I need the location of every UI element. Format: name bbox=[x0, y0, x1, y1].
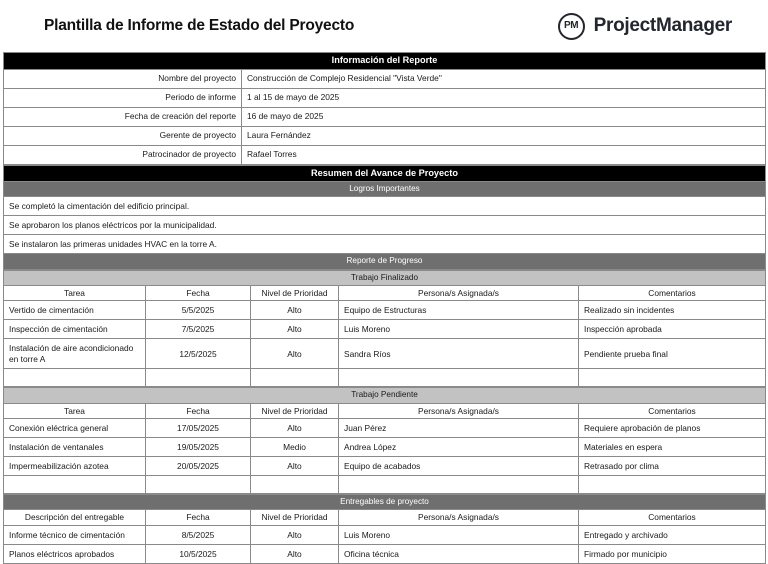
report-info-banner-row bbox=[4, 53, 766, 70]
field-label: Periodo de informe bbox=[4, 88, 242, 107]
progress-banner-row bbox=[4, 254, 766, 269]
deliverables-banner: Entregables de proyecto bbox=[4, 495, 766, 510]
cell-priority[interactable] bbox=[251, 369, 339, 387]
cell-date[interactable]: 12/5/2025 bbox=[146, 339, 251, 369]
list-item bbox=[4, 197, 766, 216]
field-label: Patrocinador de proyecto bbox=[4, 145, 242, 164]
cell-priority[interactable]: Alto bbox=[251, 457, 339, 476]
field-value[interactable]: 16 de mayo de 2025 bbox=[242, 107, 766, 126]
table-row bbox=[4, 525, 766, 544]
table-header-row bbox=[4, 510, 766, 526]
cell-task[interactable]: Vertido de cimentación bbox=[4, 301, 146, 320]
projectmanager-logo bbox=[558, 13, 732, 40]
list-item bbox=[4, 235, 766, 254]
completed-work-banner-row bbox=[4, 270, 766, 285]
cell-priority[interactable]: Medio bbox=[251, 438, 339, 457]
column-header-deliverable: Descripción del entregable bbox=[4, 510, 146, 526]
field-label: Nombre del proyecto bbox=[4, 69, 242, 88]
cell-date[interactable] bbox=[146, 369, 251, 387]
table-row bbox=[4, 69, 766, 88]
cell-comments[interactable]: Retrasado por clima bbox=[579, 457, 766, 476]
cell-priority[interactable] bbox=[251, 476, 339, 494]
progress-summary-table bbox=[3, 165, 766, 270]
cell-task[interactable] bbox=[4, 476, 146, 494]
table-row bbox=[4, 544, 766, 563]
cell-comments[interactable]: Inspección aprobada bbox=[579, 320, 766, 339]
pm-circle-icon bbox=[558, 13, 585, 40]
column-header-priority: Nivel de Prioridad bbox=[251, 285, 339, 301]
column-header-priority: Nivel de Prioridad bbox=[251, 403, 339, 419]
cell-assigned[interactable]: Oficina técnica bbox=[339, 544, 579, 563]
report-info-table bbox=[3, 52, 766, 165]
cell-task[interactable]: Instalación de aire acondicionado en torre A bbox=[4, 339, 146, 369]
column-header-task: Tarea bbox=[4, 285, 146, 301]
cell-deliverable[interactable]: Informe técnico de cimentación bbox=[4, 525, 146, 544]
table-row bbox=[4, 301, 766, 320]
cell-assigned[interactable]: Luis Moreno bbox=[339, 320, 579, 339]
cell-priority[interactable]: Alto bbox=[251, 339, 339, 369]
achievements-banner-row bbox=[4, 182, 766, 197]
table-row bbox=[4, 145, 766, 164]
report-info-banner: Información del Reporte bbox=[4, 53, 766, 70]
cell-priority[interactable]: Alto bbox=[251, 320, 339, 339]
achievements-banner: Logros Importantes bbox=[4, 182, 766, 197]
cell-assigned[interactable]: Sandra Ríos bbox=[339, 339, 579, 369]
cell-assigned[interactable]: Andrea López bbox=[339, 438, 579, 457]
cell-priority[interactable]: Alto bbox=[251, 301, 339, 320]
table-row bbox=[4, 419, 766, 438]
field-value[interactable]: 1 al 15 de mayo de 2025 bbox=[242, 88, 766, 107]
cell-date[interactable] bbox=[146, 476, 251, 494]
achievement-text[interactable]: Se instalaron las primeras unidades HVAC en la torre A. bbox=[4, 235, 766, 254]
cell-date[interactable]: 5/5/2025 bbox=[146, 301, 251, 320]
column-header-assigned: Persona/s Asignada/s bbox=[339, 403, 579, 419]
column-header-task: Tarea bbox=[4, 403, 146, 419]
column-header-date: Fecha bbox=[146, 403, 251, 419]
table-header-row bbox=[4, 403, 766, 419]
field-label: Gerente de proyecto bbox=[4, 126, 242, 145]
deliverables-banner-row bbox=[4, 495, 766, 510]
cell-assigned[interactable] bbox=[339, 476, 579, 494]
list-item bbox=[4, 216, 766, 235]
cell-comments[interactable]: Pendiente prueba final bbox=[579, 339, 766, 369]
cell-task[interactable]: Inspección de cimentación bbox=[4, 320, 146, 339]
cell-date[interactable]: 10/5/2025 bbox=[146, 544, 251, 563]
cell-date[interactable]: 19/05/2025 bbox=[146, 438, 251, 457]
page-header bbox=[0, 0, 768, 52]
cell-priority[interactable]: Alto bbox=[251, 419, 339, 438]
field-value[interactable]: Construcción de Complejo Residencial "Vista Verde" bbox=[242, 69, 766, 88]
column-header-assigned: Persona/s Asignada/s bbox=[339, 285, 579, 301]
cell-task[interactable]: Conexión eléctrica general bbox=[4, 419, 146, 438]
cell-comments[interactable] bbox=[579, 369, 766, 387]
achievement-text[interactable]: Se completó la cimentación del edificio principal. bbox=[4, 197, 766, 216]
summary-banner-row bbox=[4, 165, 766, 182]
cell-comments[interactable] bbox=[579, 476, 766, 494]
column-header-comments: Comentarios bbox=[579, 510, 766, 526]
column-header-assigned: Persona/s Asignada/s bbox=[339, 510, 579, 526]
deliverables-table bbox=[3, 494, 766, 564]
table-row bbox=[4, 88, 766, 107]
cell-date[interactable]: 20/05/2025 bbox=[146, 457, 251, 476]
table-header-row bbox=[4, 285, 766, 301]
cell-priority[interactable]: Alto bbox=[251, 544, 339, 563]
pm-monogram: PM bbox=[564, 20, 579, 31]
table-row bbox=[4, 438, 766, 457]
cell-comments[interactable]: Materiales en espera bbox=[579, 438, 766, 457]
field-value[interactable]: Rafael Torres bbox=[242, 145, 766, 164]
pending-work-banner: Trabajo Pendiente bbox=[4, 388, 766, 403]
table-row-empty bbox=[4, 369, 766, 387]
cell-date[interactable]: 8/5/2025 bbox=[146, 525, 251, 544]
table-row bbox=[4, 339, 766, 369]
cell-assigned[interactable]: Equipo de acabados bbox=[339, 457, 579, 476]
cell-assigned[interactable]: Juan Pérez bbox=[339, 419, 579, 438]
cell-comments[interactable]: Realizado sin incidentes bbox=[579, 301, 766, 320]
cell-task[interactable] bbox=[4, 369, 146, 387]
table-row-empty bbox=[4, 476, 766, 494]
pending-work-banner-row bbox=[4, 388, 766, 403]
cell-task[interactable]: Instalación de ventanales bbox=[4, 438, 146, 457]
table-row bbox=[4, 126, 766, 145]
table-row bbox=[4, 457, 766, 476]
column-header-comments: Comentarios bbox=[579, 403, 766, 419]
column-header-date: Fecha bbox=[146, 285, 251, 301]
summary-banner: Resumen del Avance de Proyecto bbox=[4, 165, 766, 182]
table-row bbox=[4, 320, 766, 339]
progress-banner: Reporte de Progreso bbox=[4, 254, 766, 269]
cell-priority[interactable]: Alto bbox=[251, 525, 339, 544]
achievement-text[interactable]: Se aprobaron los planos eléctricos por la municipalidad. bbox=[4, 216, 766, 235]
cell-comments[interactable]: Requiere aprobación de planos bbox=[579, 419, 766, 438]
table-row bbox=[4, 107, 766, 126]
cell-task[interactable]: Impermeabilización azotea bbox=[4, 457, 146, 476]
cell-date[interactable]: 7/5/2025 bbox=[146, 320, 251, 339]
column-header-date: Fecha bbox=[146, 510, 251, 526]
cell-assigned[interactable]: Luis Moreno bbox=[339, 525, 579, 544]
cell-comments[interactable]: Firmado por municipio bbox=[579, 544, 766, 563]
completed-work-table bbox=[3, 270, 766, 388]
cell-comments[interactable]: Entregado y archivado bbox=[579, 525, 766, 544]
cell-date[interactable]: 17/05/2025 bbox=[146, 419, 251, 438]
field-label: Fecha de creación del reporte bbox=[4, 107, 242, 126]
cell-assigned[interactable]: Equipo de Estructuras bbox=[339, 301, 579, 320]
completed-work-banner: Trabajo Finalizado bbox=[4, 270, 766, 285]
pending-work-table bbox=[3, 387, 766, 494]
brand-name: ProjectManager bbox=[593, 15, 732, 36]
cell-assigned[interactable] bbox=[339, 369, 579, 387]
page-title: Plantilla de Informe de Estado del Proyecto bbox=[44, 17, 355, 34]
column-header-priority: Nivel de Prioridad bbox=[251, 510, 339, 526]
column-header-comments: Comentarios bbox=[579, 285, 766, 301]
cell-deliverable[interactable]: Planos eléctricos aprobados bbox=[4, 544, 146, 563]
field-value[interactable]: Laura Fernández bbox=[242, 126, 766, 145]
